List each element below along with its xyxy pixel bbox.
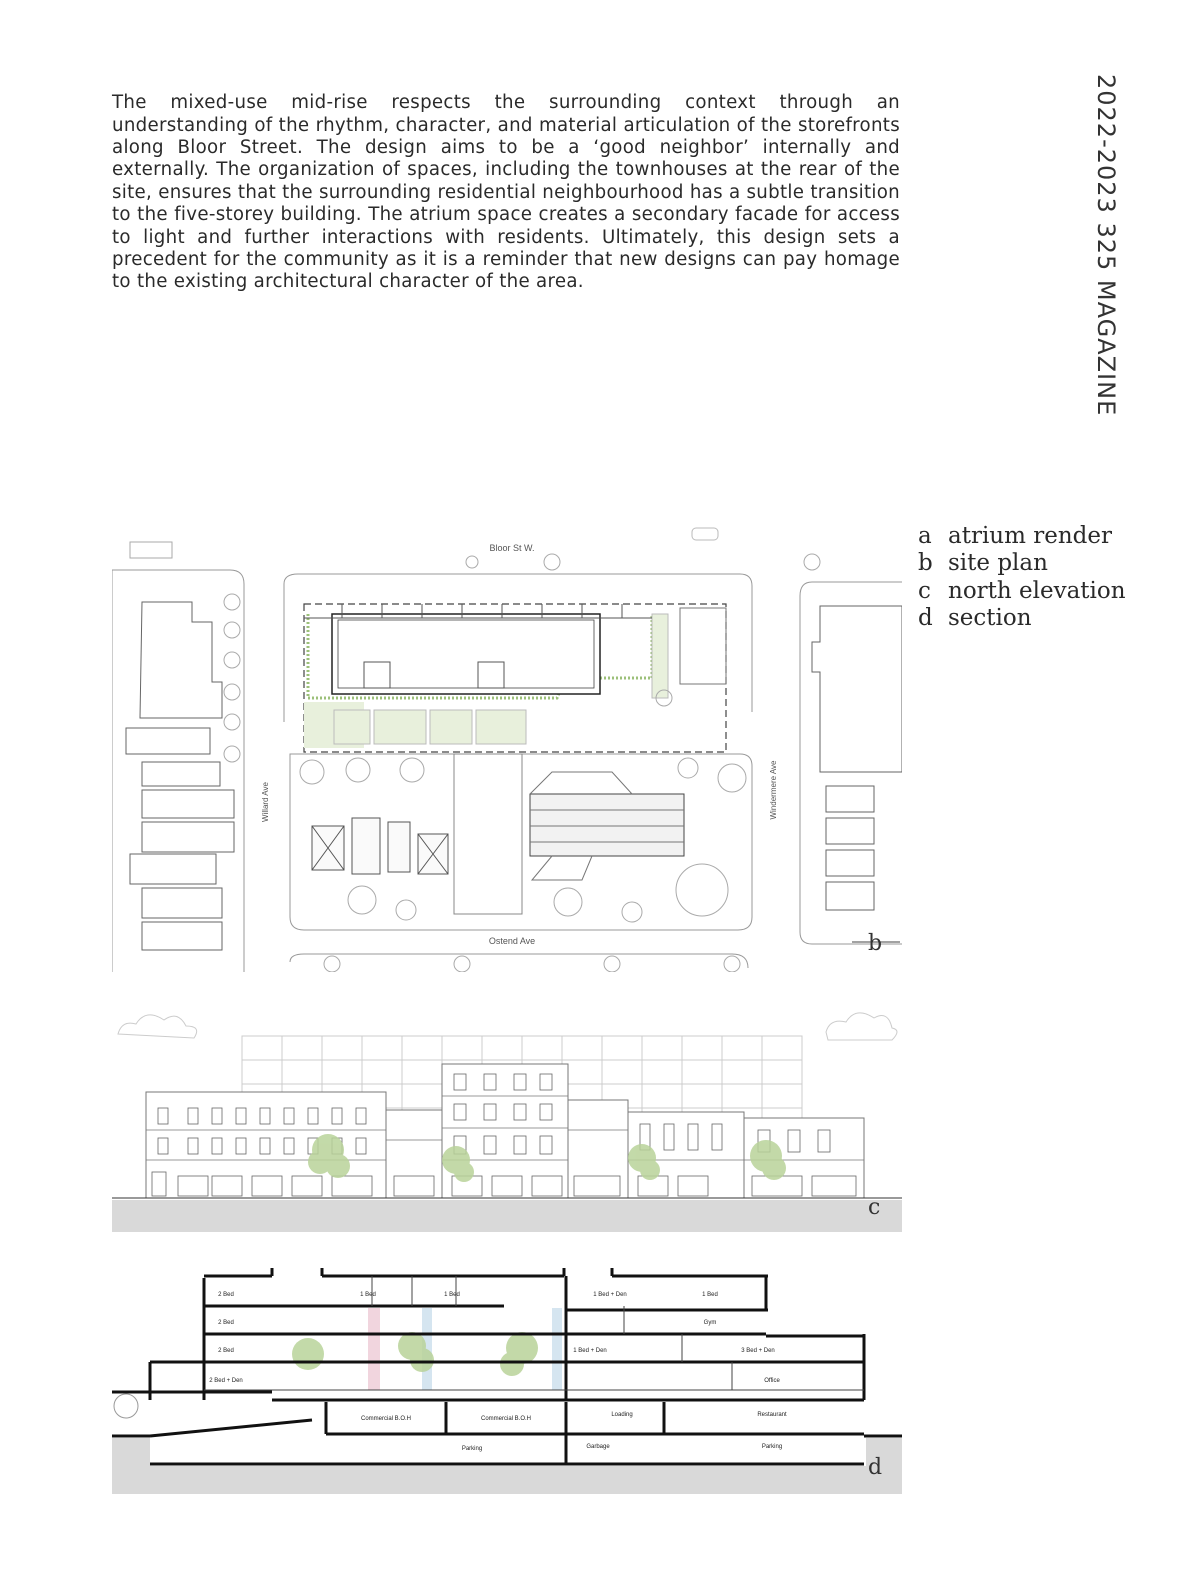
room-label: 2 Bed	[218, 1292, 234, 1298]
street-label-east: Windermere Ave	[769, 760, 778, 820]
section-drawing	[112, 1268, 902, 1494]
room-label: 2 Bed + Den	[209, 1378, 243, 1384]
legend-key: b	[918, 550, 933, 577]
street-label-north: Bloor St W.	[489, 543, 535, 553]
room-label: 1 Bed	[360, 1292, 376, 1298]
legend-label: site plan	[948, 550, 1048, 577]
street-label-south: Ostend Ave	[488, 936, 536, 946]
north-elevation-drawing	[112, 1000, 902, 1232]
room-label: Gym	[703, 1320, 717, 1326]
room-label: 3 Bed + Den	[741, 1348, 775, 1354]
room-label: Garbage	[586, 1444, 610, 1450]
legend-key: c	[918, 577, 931, 604]
legend-item-c	[918, 577, 1126, 605]
room-label: Restaurant	[757, 1412, 787, 1418]
room-label: Loading	[611, 1412, 633, 1418]
figure-letter-c: c	[868, 1195, 881, 1220]
room-label: 1 Bed	[444, 1292, 460, 1298]
room-label: 1 Bed + Den	[593, 1292, 627, 1298]
site-plan-drawing	[112, 522, 902, 972]
room-label: 1 Bed + Den	[573, 1348, 607, 1354]
legend-label: atrium render	[948, 522, 1112, 549]
legend-key: d	[918, 605, 933, 632]
room-label: 2 Bed	[218, 1320, 234, 1326]
street-label-west: Willard Ave	[261, 782, 270, 822]
legend-key: a	[918, 522, 932, 549]
room-label: Commercial B.O.H	[480, 1416, 532, 1422]
legend-item-a	[918, 522, 1126, 550]
legend-item-d	[918, 605, 1126, 633]
room-label: 2 Bed	[218, 1348, 234, 1354]
room-label: Parking	[761, 1444, 783, 1450]
room-label: Commercial B.O.H	[360, 1416, 412, 1422]
room-label: Office	[764, 1378, 780, 1384]
legend-label: north elevation	[948, 577, 1126, 604]
room-label: 1 Bed	[702, 1292, 718, 1298]
magazine-issue-title: 2022-2023 325 MAGAZINE	[1092, 74, 1120, 417]
figure-letter-d: d	[868, 1455, 883, 1480]
figure-legend	[918, 522, 1126, 632]
legend-item-b	[918, 550, 1126, 578]
figure-letter-b: b	[868, 931, 883, 956]
legend-label: section	[948, 605, 1032, 632]
article-body: The mixed-use mid-rise respects the surrounding context through an understanding of the rhythm, character, and material articulation of the storefronts along Bloor Street. The design aims to be a ‘good neighbor’ internally and externally. The organization of spaces, including the townhouses at the rear of the site, ensures that the surrounding residential neighbourhood has a subtle transition to the five-storey building. The atrium space creates a secondary facade for access to light and further interactions with residents. Ultimately, this design sets a precedent for the community as it is a reminder that new designs can pay homage to the existing architectural character of the area.	[112, 92, 900, 293]
room-label: Parking	[461, 1446, 483, 1452]
